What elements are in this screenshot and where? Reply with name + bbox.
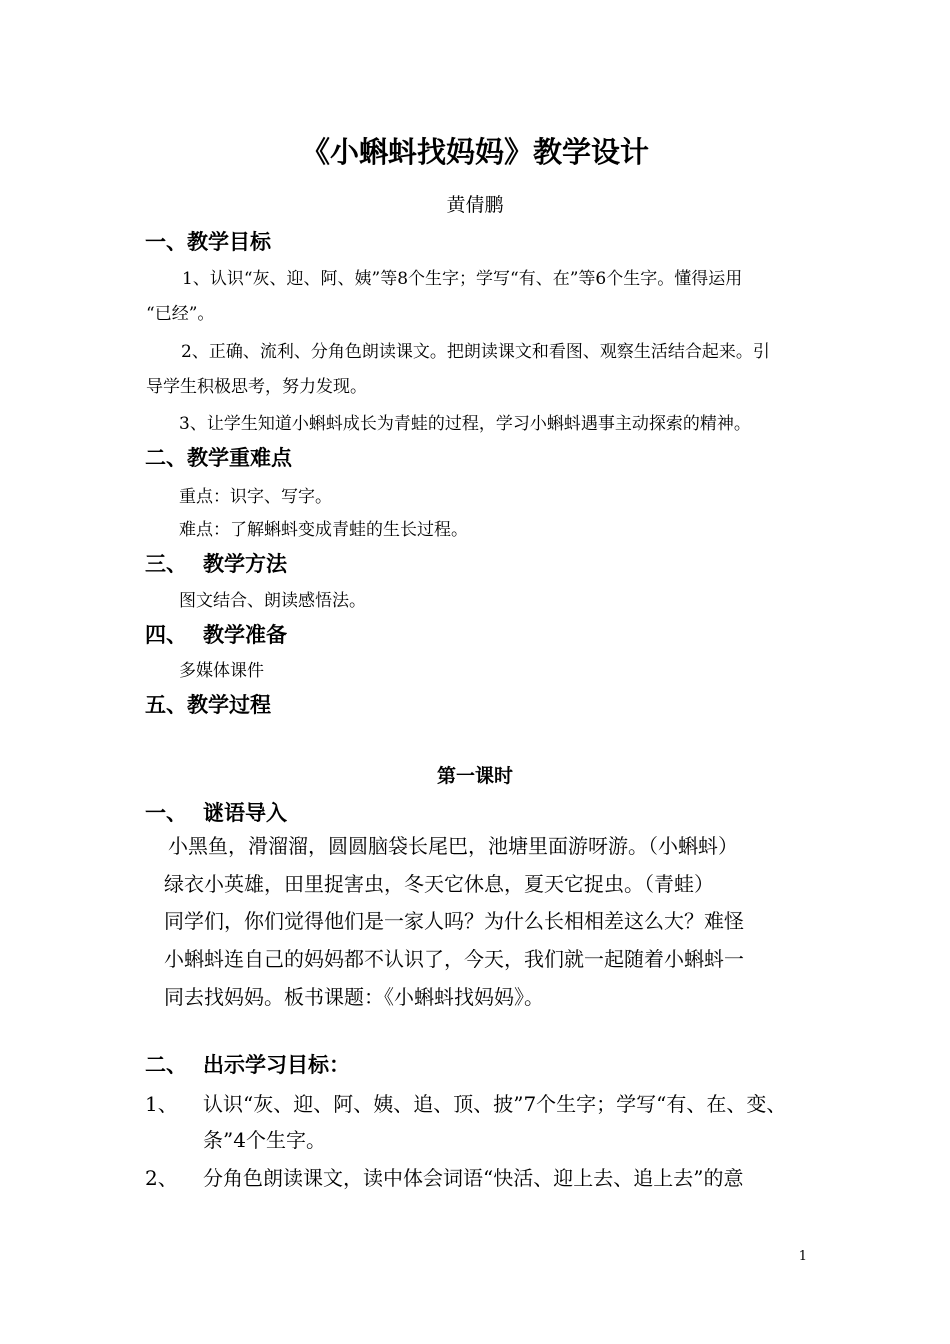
section-heading-process: 五、教学过程 [145,693,271,717]
difficult-point: 难点：了解蝌蚪变成青蛙的生长过程。 [179,520,468,540]
methods-body: 图文结合、朗读感悟法。 [179,591,366,611]
lesson-title: 第一课时 [436,765,513,787]
section-heading-key-points: 二、教学重难点 [145,446,292,470]
objective-1-line-1: 认识“灰、迎、阿、姨、追、顶、披”7个生字；学写“有、在、变、 [203,1092,787,1116]
section-heading-goals: 一、教学目标 [145,230,271,254]
goal-3: 3、让学生知道小蝌蚪成长为青蛙的过程，学习小蝌蚪遇事主动探索的精神。 [179,414,751,434]
goal-2-line-1: 2、正确、流利、分角色朗读课文。把朗读课文和看图、观察生活结合起来。引 [181,342,770,362]
part-2-num: 二、 [145,1053,187,1077]
riddle-line-2: 绿衣小英雄，田里捉害虫，冬天它休息，夏天它捉虫。（青蛙） [164,872,714,896]
page-number: 1 [798,1249,807,1264]
intro-line-1: 同学们，你们觉得他们是一家人吗？为什么长相相差这么大？难怪 [164,909,744,933]
goal-1-line-2: “已经”。 [146,304,215,324]
key-point: 重点：识字、写字。 [179,487,332,507]
objective-2-num: 2、 [145,1166,178,1190]
riddle-line-1: 小黑鱼，滑溜溜，圆圆脑袋长尾巴，池塘里面游呀游。（小蝌蚪） [168,834,738,858]
objective-1-num: 1、 [145,1092,178,1116]
objective-1-line-2: 条”4个生字。 [203,1128,326,1152]
part-1-heading: 谜语导入 [203,801,287,825]
section-heading-methods-num: 三、 [145,552,187,576]
section-heading-preparation: 教学准备 [203,623,287,647]
section-heading-methods: 教学方法 [203,552,287,576]
part-1-num: 一、 [145,801,187,825]
goal-1-line-1: 1、认识“灰、迎、阿、姨”等8个生字；学写“有、在”等6个生字。懂得运用 [182,269,743,289]
author-name: 黄倩鹏 [446,194,504,216]
intro-line-2: 小蝌蚪连自己的妈妈都不认识了，今天，我们就一起随着小蝌蚪一 [164,947,744,971]
preparation-body: 多媒体课件 [179,661,264,681]
goal-2-line-2: 导学生积极思考，努力发现。 [146,377,367,397]
document-title: 《小蝌蚪找妈妈》教学设计 [300,135,649,169]
intro-line-3: 同去找妈妈。板书课题：《小蝌蚪找妈妈》。 [164,985,544,1009]
part-2-heading: 出示学习目标： [203,1053,350,1077]
section-heading-preparation-num: 四、 [145,623,187,647]
objective-2-line-1: 分角色朗读课文，读中体会词语“快活、迎上去、追上去”的意 [203,1166,744,1190]
